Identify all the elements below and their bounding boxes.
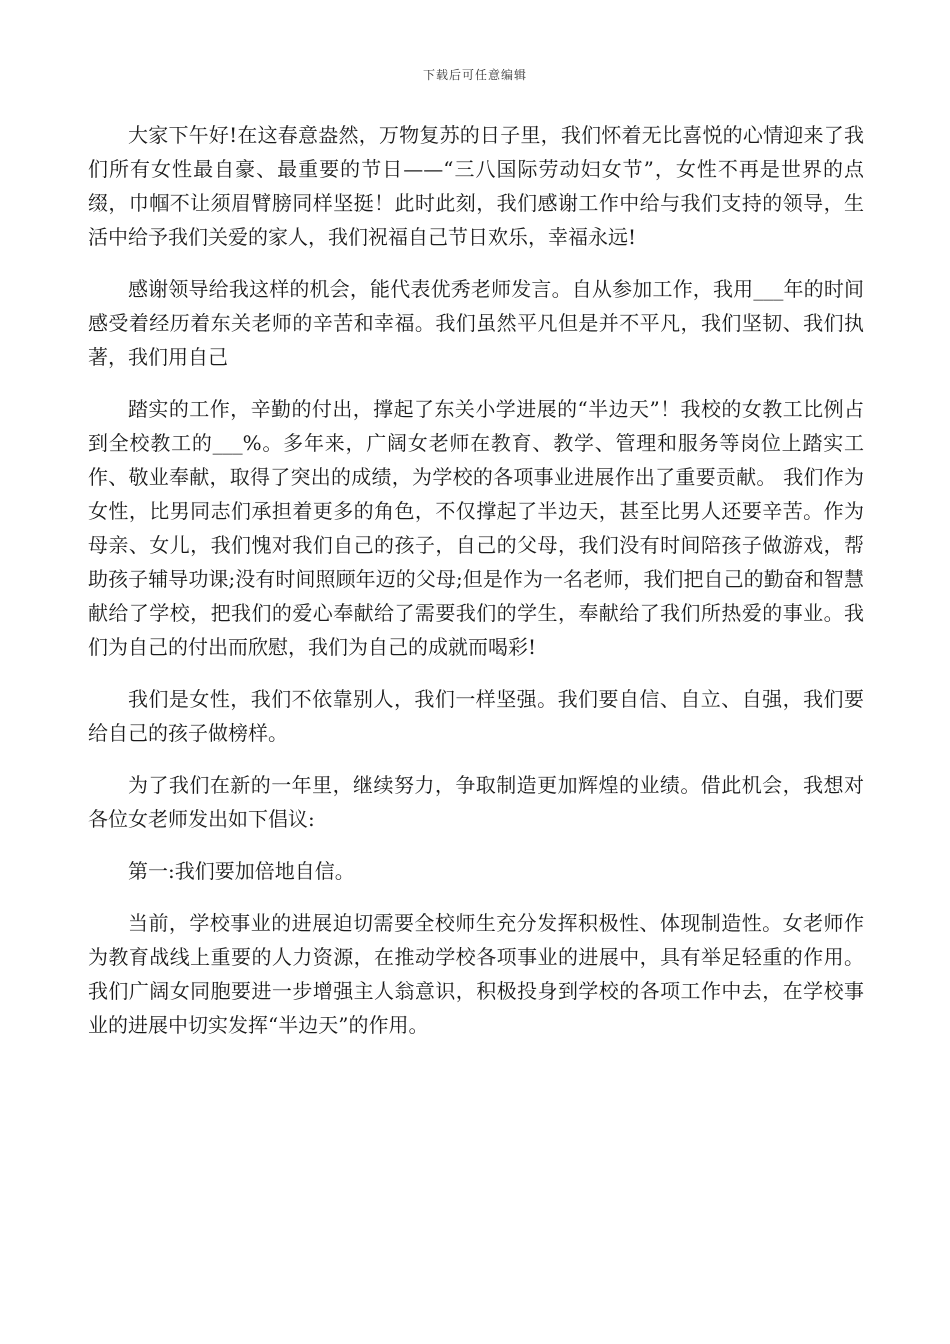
paragraph-first-point: 第一:我们要加倍地自信。 [128, 859, 355, 883]
paragraph-greeting: 大家下午好!在这春意盎然，万物复苏的日子里，我们怀着无比喜悦的心情迎来了我们所有女性最自豪、最重要的节日——“三八国际劳动妇女节”，女性不再是世界的点缀，巾帼不让须眉臂膀同样坚挺！此时此刻，我们感谢工作中给与我们支持的领导，生活中给予我们关爱的家人，我们祝福自己节日欢乐，幸福永远! [88, 123, 864, 249]
paragraph-current: 当前，学校事业的进展迫切需要全校师生充分发挥积极性、体现制造性。女老师作为教育战线上重要的人力资源，在推动学校各项事业的进展中，具有举足轻重的作用。我们广阔女同胞要进一步增强主人翁意识，积极投身到学校的各项工作中去，在学校事业的进展中切实发挥“半边天”的作用。 [88, 911, 864, 1037]
paragraph-strength: 我们是女性，我们不依靠别人，我们一样坚强。我们要自信、自立、自强，我们要给自己的孩子做榜样。 [88, 687, 864, 745]
page-header: 下载后可任意编辑 [422, 68, 527, 82]
paragraph-proposal: 为了我们在新的一年里，继续努力，争取制造更加辉煌的业绩。借此机会，我想对各位女老师发出如下倡议: [88, 773, 864, 831]
paragraph-work: 踏实的工作，辛勤的付出，撑起了东关小学进展的“半边天”！我校的女教工比例占到全校教工的___%。多年来，广阔女老师在教育、教学、管理和服务等岗位上踏实工作、敬业奉献，取得了突出的成绩，为学校的各项事业进展作出了重要贡献。 我们作为女性，比男同志们承担着更多的角色，不仅撑起了半边天，甚至比男人还要辛苦。作为母亲、女儿，我们愧对我们自己的孩子，自己的父母，我们没有时间陪孩子做游戏，帮助孩子辅导功课;没有时间照顾年迈的父母;但是作为一名老师，我们把自己的勤奋和智慧献给了学校，把我们的爱心奉献给了需要我们的学生，奉献给了我们所热爱的事业。我们为自己的付出而欣慰，我们为自己的成就而喝彩! [88, 397, 864, 659]
paragraph-thanks: 感谢领导给我这样的机会，能代表优秀老师发言。自从参加工作，我用___年的时间感受着经历着东关老师的辛苦和幸福。我们虽然平凡但是并不平凡，我们坚韧、我们执著，我们用自己 [88, 277, 864, 369]
document-body [88, 118, 864, 1060]
